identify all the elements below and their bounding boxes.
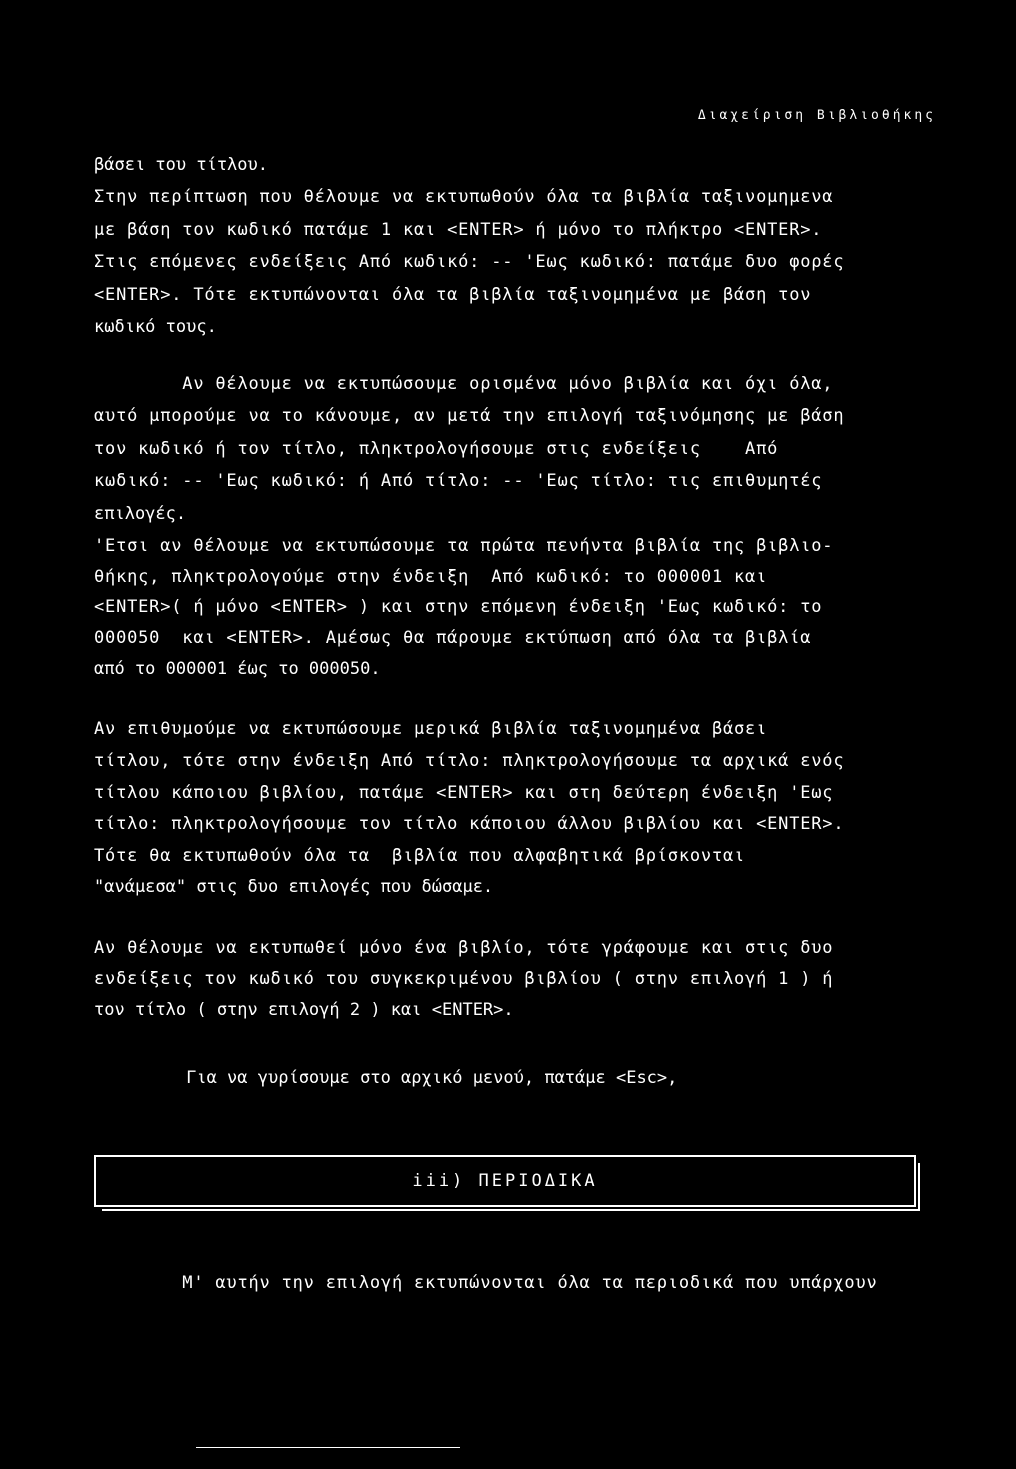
running-header: Διαχείριση Βιβλιοθήκης bbox=[697, 108, 936, 123]
text-line: Μ' αυτήν την επιλογή εκτυπώνονται όλα τα περιοδικά που υπάρχουν bbox=[94, 1273, 878, 1293]
text-line: κωδικό τους. bbox=[94, 317, 217, 337]
text-line: βάσει του τίτλου. bbox=[94, 155, 268, 175]
text-line: Τότε θα εκτυπωθούν όλα τα βιβλία που αλφαβητικά βρίσκονται bbox=[94, 846, 746, 866]
text-line: "ανάμεσα" στις δυο επιλογές που δώσαμε. bbox=[94, 877, 494, 897]
text-line: κωδικό: -- 'Εως κωδικό: ή Από τίτλο: -- 'Εως τίτλο: τις επιθυμητές bbox=[94, 471, 823, 491]
text-line: επιλογές. bbox=[94, 504, 187, 524]
text-line: 'Ετσι αν θέλουμε να εκτυπώσουμε τα πρώτα πενήντα βιβλία της βιβλιο- bbox=[94, 536, 834, 556]
text-line: τίτλου, τότε στην ένδειξη Από τίτλο: πληκτρολογήσουμε τα αρχικά ενός bbox=[94, 751, 845, 771]
text-line: ενδείξεις τον κωδικό του συγκεκριμένου βιβλίου ( στην επιλογή 1 ) ή bbox=[94, 969, 834, 989]
text-line: με βάση τον κωδικό πατάμε 1 και <ENTER> ή μόνο το πλήκτρο <ENTER>. bbox=[94, 220, 823, 240]
text-line: θήκης, πληκτρολογούμε στην ένδειξη Από κωδικό: το 000001 και bbox=[94, 567, 768, 587]
text-line: από το 000001 έως το 000050. bbox=[94, 659, 381, 679]
text-line: Στις επόμενες ενδείξεις Από κωδικό: -- 'Εως κωδικό: πατάμε δυο φορές bbox=[94, 252, 845, 272]
section-banner bbox=[94, 1155, 916, 1207]
text-line: Αν θέλουμε να εκτυπωθεί μόνο ένα βιβλίο, τότε γράφουμε και στις δυο bbox=[94, 938, 834, 958]
text-line: Στην περίπτωση που θέλουμε να εκτυπωθούν όλα τα βιβλία ταξινομημενα bbox=[94, 187, 834, 207]
text-line: <ENTER>( ή μόνο <ENTER> ) και στην επόμενη ένδειξη 'Εως κωδικό: το bbox=[94, 597, 823, 617]
text-line: τον κωδικό ή τον τίτλο, πληκτρολογήσουμε στις ενδείξεις Από bbox=[94, 439, 779, 459]
text-line: Για να γυρίσουμε στο αρχικό μενού, πατάμε <Esc>, bbox=[94, 1068, 678, 1088]
text-line: τον τίτλο ( στην επιλογή 2 ) και <ENTER>. bbox=[94, 1000, 514, 1020]
text-line: τίτλου κάποιου βιβλίου, πατάμε <ENTER> και στη δεύτερη ένδειξη 'Εως bbox=[94, 783, 834, 803]
text-line: 000050 και <ENTER>. Αμέσως θα πάρουμε εκτύπωση από όλα τα βιβλία bbox=[94, 628, 812, 648]
text-line: αυτό μπορούμε να το κάνουμε, αν μετά την επιλογή ταξινόμησης με βάση bbox=[94, 406, 845, 426]
section-heading: iii) ΠΕΡΙΟΔΙΚΑ bbox=[412, 1171, 598, 1191]
footnote-rule bbox=[196, 1447, 460, 1448]
text-line: <ENTER>. Τότε εκτυπώνονται όλα τα βιβλία ταξινομημένα με βάση τον bbox=[94, 285, 812, 305]
text-line: Αν επιθυμούμε να εκτυπώσουμε μερικά βιβλία ταξινομημένα βάσει bbox=[94, 719, 768, 739]
text-line: τίτλο: πληκτρολογήσουμε τον τίτλο κάποιου άλλου βιβλίου και <ENTER>. bbox=[94, 814, 845, 834]
text-line: Αν θέλουμε να εκτυπώσουμε ορισμένα μόνο βιβλία και όχι όλα, bbox=[94, 374, 834, 394]
